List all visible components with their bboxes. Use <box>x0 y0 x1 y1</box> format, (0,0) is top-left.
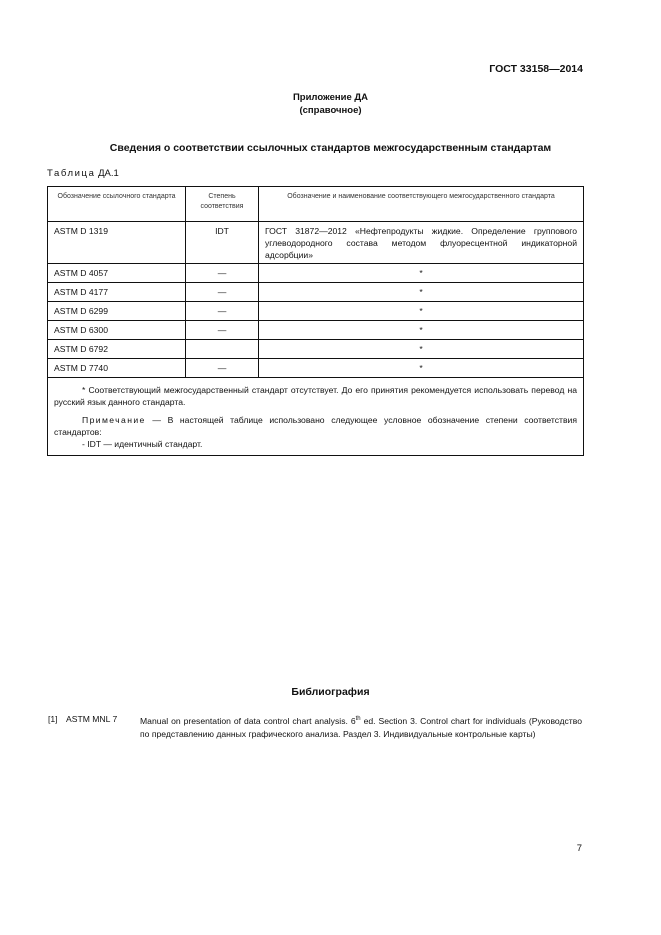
table-caption-word: Таблица <box>47 168 96 179</box>
table-notes <box>48 378 584 456</box>
bib-text-part-2: ed. Section 3. Control chart for individuals (Руководство по представлению данных графического анализа. Раздел 3. Индивидуальные контрольные карты) <box>140 715 582 740</box>
table-footer-row <box>48 378 584 456</box>
cell-standard: * <box>259 340 584 359</box>
cell-standard: * <box>259 302 584 321</box>
bib-text-part-1: Manual on presentation of data control chart analysis. 6 <box>140 715 356 726</box>
cell-degree: — <box>186 264 259 283</box>
header-degree-of-conformity: Степень соответствия <box>186 187 259 222</box>
cell-reference: ASTM D 4177 <box>48 283 186 302</box>
cell-degree: — <box>186 321 259 340</box>
appendix-title: Приложение ДА <box>292 92 369 103</box>
bibliography-title: Библиография <box>291 686 370 698</box>
table-row <box>48 321 584 340</box>
table-row <box>48 264 584 283</box>
page-number: 7 <box>576 843 582 854</box>
appendix-subtitle: (справочное) <box>299 105 362 116</box>
table-row <box>48 302 584 321</box>
section-title: Сведения о соответствии ссылочных стандартов межгосударственным стандартам <box>109 142 552 154</box>
reference-standards-table <box>47 186 584 456</box>
table-row <box>48 222 584 264</box>
note-label: Примечание <box>82 415 146 425</box>
table-row <box>48 283 584 302</box>
note-item: - IDT — идентичный стандарт. <box>82 439 203 449</box>
cell-reference: ASTM D 4057 <box>48 264 186 283</box>
header-reference-designation: Обозначение ссылочного стандарта <box>48 187 186 222</box>
cell-degree: — <box>186 302 259 321</box>
table-note <box>54 414 577 438</box>
cell-reference: ASTM D 6299 <box>48 302 186 321</box>
bib-superscript: th <box>355 716 361 722</box>
cell-reference: ASTM D 6792 <box>48 340 186 359</box>
cell-standard: * <box>259 283 584 302</box>
cell-standard: * <box>259 321 584 340</box>
cell-reference: ASTM D 6300 <box>48 321 186 340</box>
note-text: — В настоящей таблице использовано следующее условное обозначение степени соответствия стандартов: <box>54 415 577 437</box>
table-header-row <box>48 187 584 222</box>
bibliography-entry-code: ASTM MNL 7 <box>66 714 118 724</box>
table-row <box>48 340 584 359</box>
cell-degree: — <box>186 359 259 378</box>
table-caption-number: ДА.1 <box>98 168 119 179</box>
cell-standard: ГОСТ 31872—2012 «Нефтепродукты жидкие. Определение группового углеводородного состава методом флуоресцентной индикаторной адсорбции» <box>259 222 584 264</box>
cell-reference: ASTM D 7740 <box>48 359 186 378</box>
table-row <box>48 359 584 378</box>
cell-degree <box>186 340 259 359</box>
cell-degree: — <box>186 283 259 302</box>
table-caption <box>47 168 119 179</box>
cell-degree: IDT <box>186 222 259 264</box>
header-interstate-standard: Обозначение и наименование соответствующего межгосударственного стандарта <box>259 187 584 222</box>
bibliography-entry-number: [1] <box>48 714 58 724</box>
table-footnote: * Соответствующий межгосударственный стандарт отсутствует. До его принятия рекомендуется использовать перевод на русский язык данного стандарта. <box>54 385 577 407</box>
cell-standard: * <box>259 359 584 378</box>
cell-standard: * <box>259 264 584 283</box>
bibliography-entry-text <box>140 713 582 742</box>
document-code: ГОСТ 33158—2014 <box>489 63 583 75</box>
cell-reference: ASTM D 1319 <box>48 222 186 264</box>
